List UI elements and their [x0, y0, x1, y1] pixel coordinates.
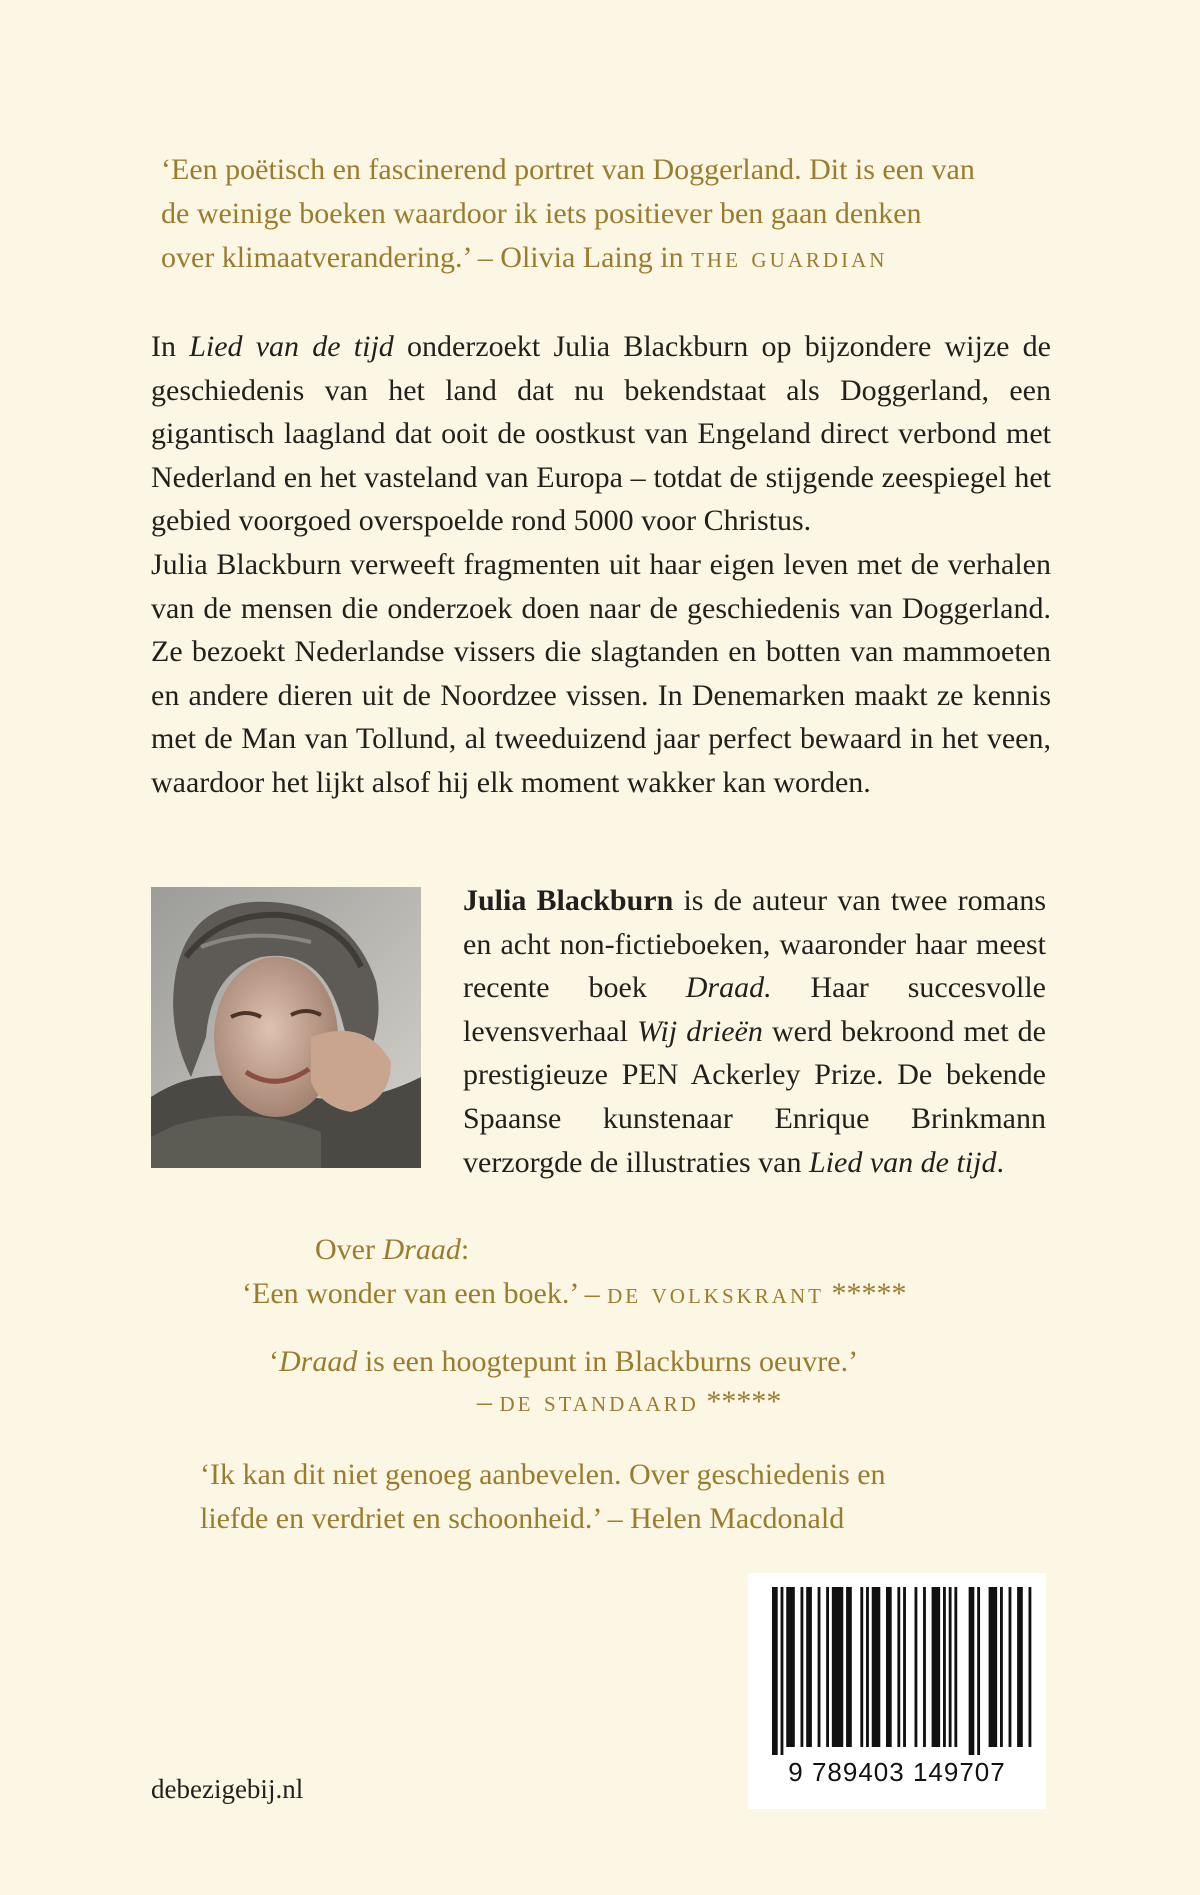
review-2-book: Draad [279, 1345, 358, 1378]
author-bio-text [463, 879, 1046, 1184]
top-quote-line-2: de weinige boeken waardoor ik iets positiever ben gaan denken [161, 197, 922, 230]
review-2 [200, 1340, 1060, 1384]
description-paragraph-1 [151, 325, 1051, 543]
review-2-attribution [200, 1380, 1060, 1424]
review-1-quote: ‘Een wonder van een boek.’ – [242, 1277, 600, 1310]
author-bio-end: . [996, 1145, 1004, 1179]
top-quote-line-3 [161, 236, 1061, 280]
review-1 [200, 1272, 1060, 1316]
review-2-source: de standaard [499, 1385, 699, 1418]
description-intro-word: In [151, 330, 176, 363]
author-bio [463, 879, 1046, 1184]
publisher-website: debezigebij.nl [151, 1774, 304, 1804]
author-bio-book-1: Draad. [685, 971, 772, 1005]
top-quote-line-1: ‘Een poëtisch en fascinerend portret van Doggerland. Dit is een van [161, 153, 975, 186]
author-bio-book-3: Lied van de tijd [809, 1145, 997, 1179]
author-bio-book-2: Wij drieën [637, 1014, 763, 1048]
author-bio-part-3: werd bekroond met de prestigieuze PEN Ackerley Prize. De bekende Spaanse kunstenaar Enrique Brinkmann verzorgde de illustraties van [463, 1014, 1046, 1179]
review-3-line-1: ‘Ik kan dit niet genoeg aanbevelen. Over geschiedenis en [200, 1458, 886, 1491]
top-review-quote [161, 148, 1061, 280]
over-label: Over [315, 1233, 375, 1266]
top-quote-source: the guardian [691, 241, 888, 274]
author-photo [151, 887, 421, 1168]
review-2-dash: – [477, 1385, 492, 1418]
over-draad-label [200, 1228, 1060, 1272]
review-1-stars: ***** [831, 1277, 907, 1310]
review-2-quote: is een hoogtepunt in Blackburns oeuvre.’ [364, 1345, 859, 1378]
review-3-line-2: liefde en verdriet en schoonheid.’ – Helen Macdonald [200, 1502, 845, 1535]
description-paragraph-2: Julia Blackburn verweeft fragmenten uit haar eigen leven met de verhalen van de mensen die onderzoek doen naar de geschiedenis van Doggerland. Ze bezoekt Nederlandse vissers die slagtanden en botten van mammoeten en andere dieren uit de Noordzee vissen. In Denemarken maakt ze kennis met de Man van Tollund, al tweeduizend jaar perfect bewaard in het veen, waardoor het lijkt alsof hij elk moment wakker kan worden. [151, 547, 1051, 799]
author-name: Julia Blackburn [463, 884, 674, 917]
description-paragraph-1-text: onderzoekt Julia Blackburn op bijzondere wijze de geschiedenis van het land dat nu bekendstaat als Doggerland, een gigantisch laagland dat ooit de oostkust van Engeland direct verbond met Nederland en het vasteland van Europa – totdat de stijgende zeespiegel het gebied voorgoed overspoelde rond 5000 voor Christus. [151, 330, 1051, 538]
review-1-source: de volkskrant [607, 1277, 824, 1310]
top-quote-line-3-text: over klimaatverandering.’ – Olivia Laing in [161, 241, 684, 274]
over-book: Draad [382, 1233, 461, 1266]
review-2-stars: ***** [706, 1385, 782, 1418]
over-colon: : [460, 1233, 470, 1266]
barcode-bars [748, 1573, 1046, 1763]
isbn-number: 9 789403 149707 [788, 1757, 1006, 1787]
isbn-barcode [748, 1573, 1046, 1809]
author-bio-part-2: Haar succesvolle levensverhaal [463, 971, 1047, 1048]
review-2-open-quote: ‘ [269, 1345, 279, 1378]
description-book-title: Lied van de tijd [189, 330, 394, 363]
book-description [151, 325, 1051, 805]
author-bio-part-1: is de auteur van twee romans en acht non-fictieboeken, waaronder haar meest recente boek [463, 884, 1046, 1005]
